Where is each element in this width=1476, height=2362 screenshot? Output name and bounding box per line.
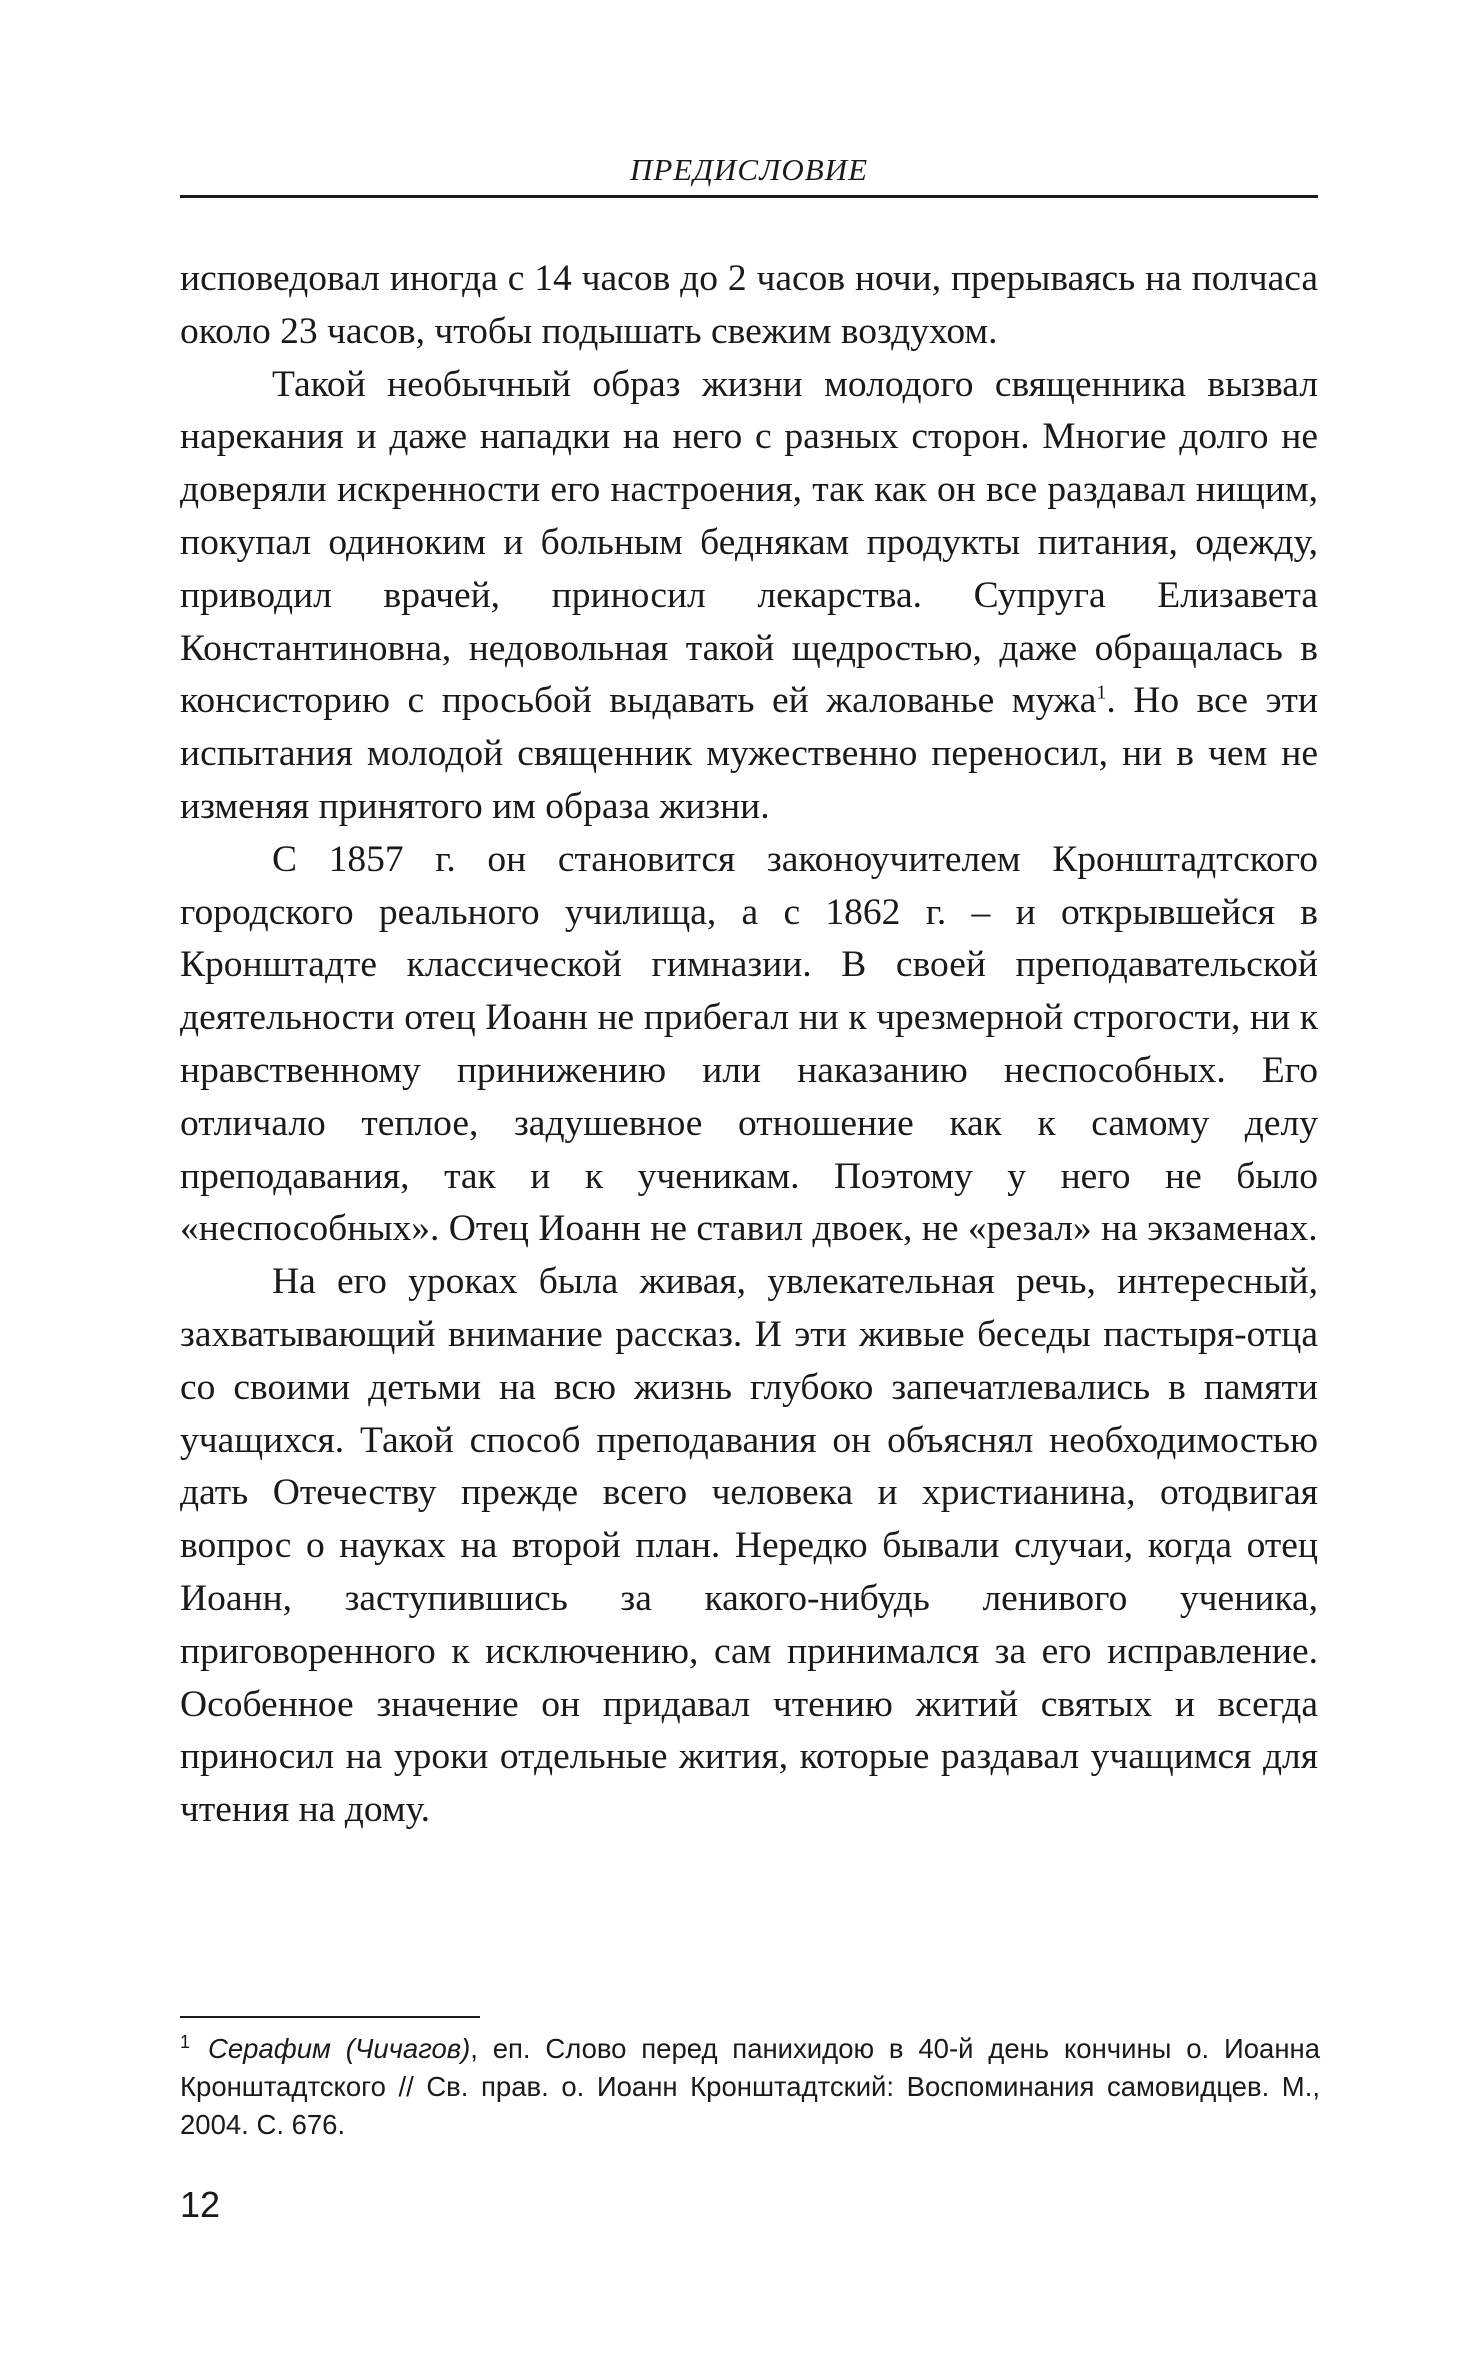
- footnote-number: 1: [180, 2031, 191, 2052]
- running-head: ПРЕДИСЛОВИЕ: [629, 152, 869, 187]
- paragraph-1: исповедовал иногда с 14 часов до 2 часов ночи, прерываясь на полчаса около 23 часов, чтобы подышать свежим воздухом.: [180, 258, 1318, 352]
- footnote-reference[interactable]: 1: [1096, 681, 1107, 704]
- main-text: [180, 253, 1318, 1837]
- footnote-rule: [180, 2016, 480, 2018]
- paragraph-4: На его уроках была живая, увлекательная речь, интересный, захватывающий внимание рассказ. И эти живые беседы пастыря-отца со своими детьми на всю жизнь глубоко запечатлевались в памяти учащихся. Такой способ преподавания он объяснял необходимостью дать Отечеству прежде всего человека и христианина, отодвигая вопрос о науках на второй план. Нередко бывали случаи, когда отец Иоанн, заступившись за какого-нибудь ленивого ученика, приговоренного к исключению, сам принимался за его исправление. Особенное значение он придавал чтению житий святых и всегда приносил на уроки отдельные жития, которые раздавал учащимся для чтения на дому.: [180, 1261, 1318, 1831]
- paragraph-2-text: Такой необычный образ жизни молодого священника вызвал нарекания и даже нападки на него с разных сторон. Многие долго не доверяли искренности его настроения, так как он все раздавал нищим, покупал одиноким и больным беднякам продукты питания, одежду, приводил врачей, приносил лекарства. Супруга Елизавета Константиновна, недовольная такой щедростью, даже обращалась в консисторию с просьбой выдавать ей жалованье мужа: [180, 363, 1318, 722]
- footnote: [180, 2030, 1320, 2144]
- footnote-text: , еп. Слово перед панихидою в 40-й день кончины о. Иоанна Кронштадтского // Св. прав. о. Иоанн Кронштадтский: Воспоминания самовидцев. М., 2004. С. 676.: [180, 2033, 1321, 2140]
- paragraph-2: [180, 359, 1318, 834]
- header-rule: [180, 195, 1318, 198]
- paragraph-3: С 1857 г. он становится законоучителем Кронштадтского городского реального училища, а с 1862 г. – и открывшейся в Кронштадте классической гимназии. В своей преподавательской деятельности отец Иоанн не прибегал ни к чрезмерной строгости, ни к нравственному принижению или наказанию неспособных. Его отличало теплое, задушевное отношение как к самому делу преподавания, так и к ученикам. Поэтому у него не было «неспособных». Отец Иоанн не ставил двоек, не «резал» на экзаменах.: [180, 838, 1318, 1250]
- footnote-author: Серафим (Чичагов): [208, 2033, 471, 2064]
- paragraph-2-text-end: . Но все эти испытания молодой священник мужественно переносил, ни в чем не изменяя принятого им образа жизни.: [180, 680, 1318, 827]
- page-number: 12: [180, 2184, 221, 2225]
